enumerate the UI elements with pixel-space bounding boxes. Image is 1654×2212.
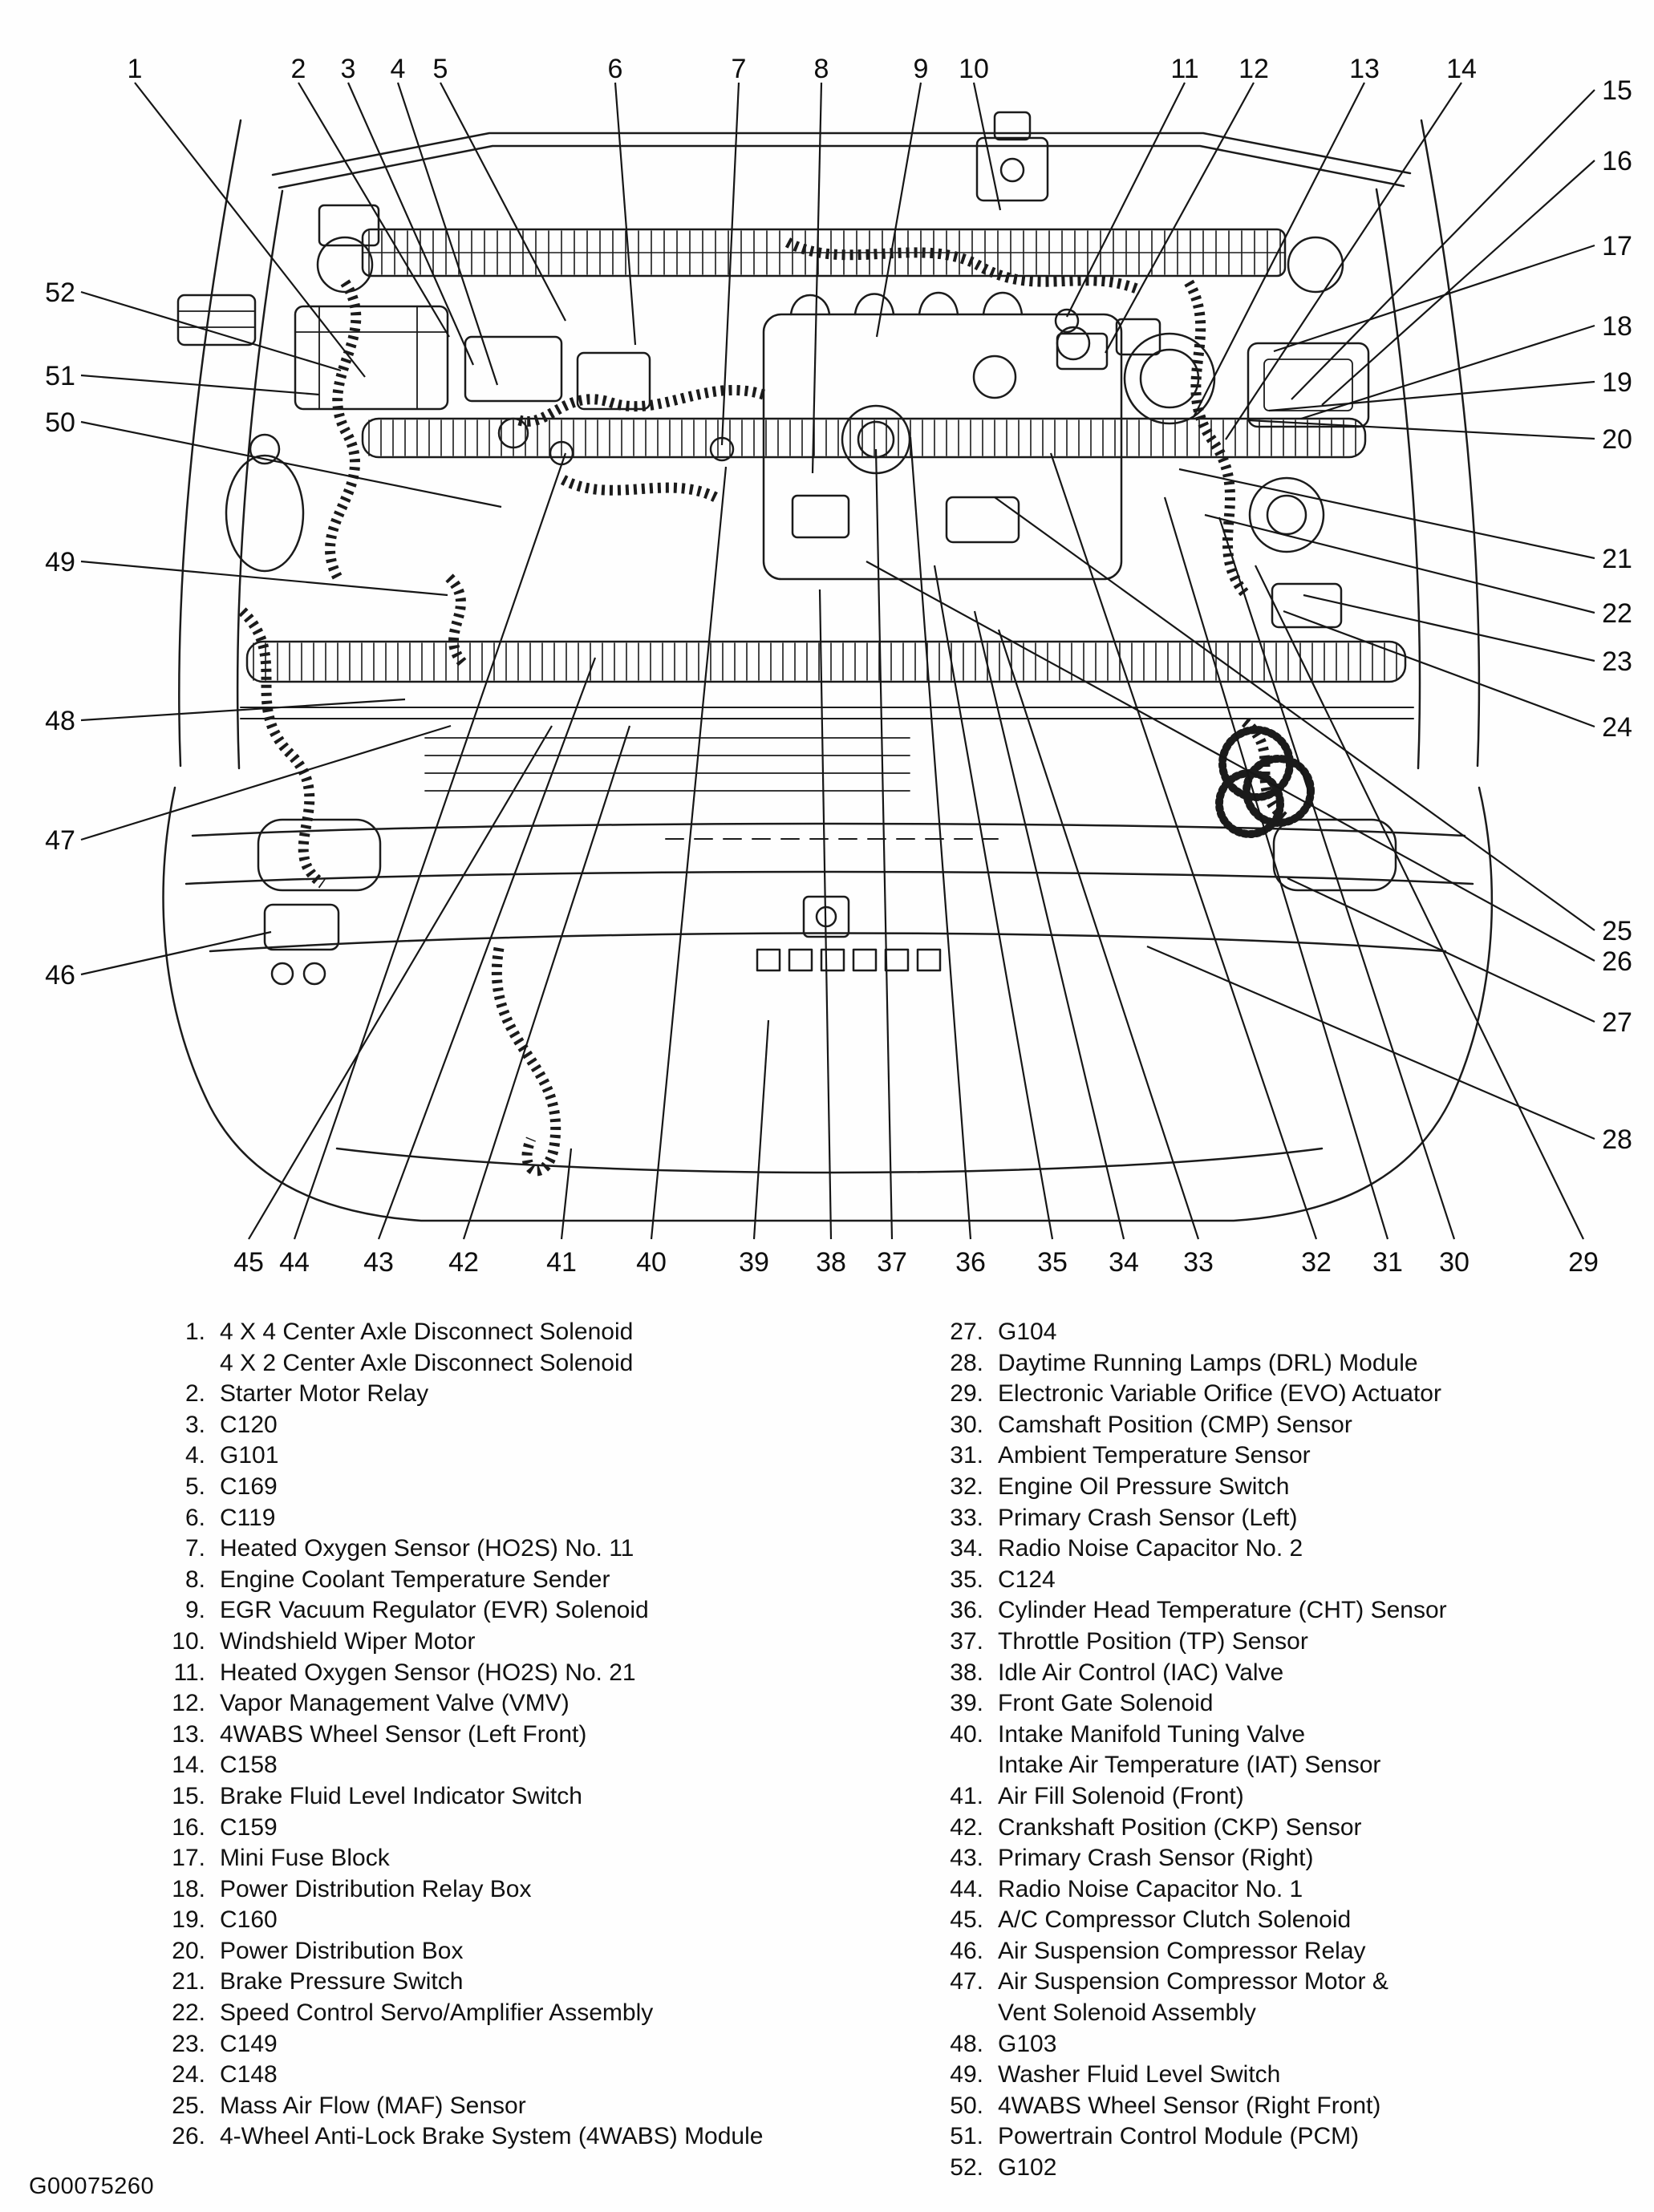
callout-number-11: 11 [1170,54,1199,84]
leader-line-38 [820,589,831,1239]
legend-item-number: 35. [950,1566,983,1593]
legend-item-number: 21. [172,1968,205,1995]
legend-item-label: C148 [220,2061,278,2088]
legend-item-33 [929,1503,1643,1534]
callout-number-34: 34 [1109,1247,1139,1278]
legend-item-7 [151,1533,913,1565]
leader-line-48 [81,699,405,720]
legend-item-18 [151,1874,913,1906]
legend-item-51 [929,2121,1643,2153]
legend-item-4 [151,1440,913,1472]
leader-line-11 [1067,83,1185,317]
leader-line-6 [615,83,635,345]
legend-item-2 [151,1379,913,1410]
legend-item-label: Throttle Position (TP) Sensor [998,1627,1308,1655]
legend-item-label: C158 [220,1752,278,1779]
callout-number-3: 3 [340,54,356,84]
callout-number-27: 27 [1602,1007,1632,1038]
legend-item-number: 52. [950,2154,983,2182]
callout-number-18: 18 [1602,311,1632,342]
legend-item-label: 4WABS Wheel Sensor (Right Front) [998,2092,1381,2119]
legend-item-label: Daytime Running Lamps (DRL) Module [998,1349,1418,1376]
legend-item-label: Heated Oxygen Sensor (HO2S) No. 21 [220,1659,636,1686]
callout-number-28: 28 [1602,1124,1632,1155]
rib-hatch [369,420,1356,456]
legend-item-number: 33. [950,1504,983,1531]
leader-line-49 [81,561,448,595]
legend-item-36 [929,1595,1643,1627]
callout-number-4: 4 [390,54,406,84]
leader-line-3 [348,83,473,365]
callout-number-19: 19 [1602,367,1632,398]
legend-item-number: 4. [184,1442,205,1469]
callout-number-15: 15 [1602,75,1632,106]
legend-item-29 [929,1379,1643,1410]
legend-item-label: 4 X 4 Center Axle Disconnect Solenoid 4 X 2 Center Axle Disconnect Solenoid [220,1319,634,1376]
legend-item-number: 50. [950,2092,983,2119]
legend-item-number: 18. [172,1875,205,1902]
leader-line-32 [1051,453,1316,1239]
legend-item-number: 8. [184,1566,205,1593]
legend-item-52 [929,2153,1643,2184]
legend-item-26 [151,2121,913,2153]
leader-line-2 [298,83,449,337]
washer-bottle [226,456,303,571]
legend-item-number: 5. [184,1473,205,1500]
air-intake-duct [515,390,764,421]
legend-item-label: Front Gate Solenoid [998,1690,1214,1717]
legend-item-25 [151,2091,913,2122]
legend-item-label: Starter Motor Relay [220,1380,429,1408]
legend-item-43 [929,1843,1643,1874]
callout-number-9: 9 [913,54,929,84]
legend-item-label: Power Distribution Box [220,1937,464,1964]
legend-item-number: 23. [172,2030,205,2057]
legend-item-label: Engine Oil Pressure Switch [998,1473,1290,1500]
legend-item-number: 7. [184,1535,205,1562]
legend-item-label: G102 [998,2154,1057,2182]
power-distribution-box [1248,343,1368,427]
legend-item-label: EGR Vacuum Regulator (EVR) Solenoid [220,1597,649,1624]
legend-item-number: 10. [172,1627,205,1655]
legend-item-number: 32. [950,1473,983,1500]
legend-item-9 [151,1595,913,1627]
legend-item-37 [929,1627,1643,1658]
legend-item-number: 1. [184,1319,205,1345]
callout-number-12: 12 [1238,54,1269,84]
leader-line-1 [135,83,365,377]
legend-item-50 [929,2091,1643,2122]
callout-number-46: 46 [45,960,75,991]
callout-number-38: 38 [816,1247,846,1278]
legend-item-number: 45. [950,1906,983,1934]
legend-item-label: G104 [998,1319,1057,1345]
leader-line-23 [1303,595,1595,661]
legend-item-label: Air Fill Solenoid (Front) [998,1782,1244,1809]
leader-line-12 [1105,83,1254,353]
legend-item-label: C149 [220,2030,278,2057]
legend-item-number: 42. [950,1813,983,1841]
leader-line-39 [754,1020,768,1239]
legend-item-28 [929,1348,1643,1379]
leader-line-43 [379,658,595,1239]
legend-item-20 [151,1936,913,1967]
legend-item-number: 37. [950,1627,983,1655]
legend-item-number: 36. [950,1597,983,1624]
legend-item-41 [929,1781,1643,1813]
relay-block [465,337,561,401]
callout-number-36: 36 [955,1247,986,1278]
legend-item-label: Mass Air Flow (MAF) Sensor [220,2092,526,2119]
legend-item-label: Heated Oxygen Sensor (HO2S) No. 11 [220,1535,634,1562]
legend-item-label: A/C Compressor Clutch Solenoid [998,1906,1352,1934]
leader-line-25 [995,497,1595,930]
legend-item-label: C169 [220,1473,278,1500]
legend-item-17 [151,1843,913,1874]
harness-coil [1219,730,1311,834]
callout-number-43: 43 [363,1247,394,1278]
callout-number-39: 39 [739,1247,769,1278]
legend-item-number: 43. [950,1845,983,1872]
legend-item-49 [929,2060,1643,2091]
legend-item-40 [929,1720,1643,1781]
callout-labels [45,54,1632,1278]
leader-line-28 [1147,946,1595,1139]
air-suspension-compressor [265,905,339,950]
legend-item-label: Mini Fuse Block [220,1845,390,1872]
leader-line-24 [1283,611,1595,727]
legend-item-32 [929,1472,1643,1503]
leader-line-21 [1179,469,1595,558]
callout-number-2: 2 [290,54,306,84]
legend-item-label: 4-Wheel Anti-Lock Brake System (4WABS) Module [220,2123,764,2150]
crossmember-lower [247,642,1405,682]
legend-item-label: G101 [220,1442,279,1469]
legend-item-label: Washer Fluid Level Switch [998,2061,1281,2088]
callout-number-49: 49 [45,547,75,577]
leader-line-40 [651,467,726,1239]
legend-item-35 [929,1565,1643,1596]
leader-line-37 [876,449,892,1239]
legend-item-label: Primary Crash Sensor (Right) [998,1845,1314,1872]
callout-number-52: 52 [45,278,75,308]
callout-number-25: 25 [1602,916,1632,946]
leader-line-9 [877,83,921,337]
callout-number-41: 41 [546,1247,577,1278]
pcm [178,295,255,345]
leader-line-47 [81,726,451,840]
legend-item-label: C124 [998,1566,1056,1593]
legend-item-11 [151,1658,913,1689]
legend-item-12 [151,1688,913,1720]
callout-number-23: 23 [1602,646,1632,677]
legend-item-label: G103 [998,2030,1057,2057]
callout-number-21: 21 [1602,544,1632,574]
legend-item-label: Speed Control Servo/Amplifier Assembly [220,1999,654,2027]
leader-line-46 [81,932,271,974]
rib-hatch [253,643,1397,680]
legend-item-48 [929,2029,1643,2060]
legend-item-5 [151,1472,913,1503]
callout-number-22: 22 [1602,598,1632,629]
legend-item-label: Vapor Management Valve (VMV) [220,1690,570,1717]
legend-item-38 [929,1658,1643,1689]
callout-number-6: 6 [607,54,623,84]
legend-item-label: C160 [220,1906,278,1934]
legend-item-label: Brake Pressure Switch [220,1968,464,1995]
legend-item-label: C119 [220,1504,276,1531]
legend-item-27 [929,1317,1643,1348]
leader-line-50 [81,422,501,507]
legend-item-number: 47. [950,1968,983,1995]
legend-item-6 [151,1503,913,1534]
legend-item-10 [151,1627,913,1658]
callout-number-37: 37 [877,1247,907,1278]
legend-column-right [929,1317,1643,2184]
legend-item-number: 24. [172,2061,205,2088]
legend-item-label: Ambient Temperature Sensor [998,1442,1311,1469]
leader-line-41 [561,1149,571,1239]
leader-line-22 [1205,515,1595,613]
legend-item-44 [929,1874,1643,1906]
legend-item-46 [929,1936,1643,1967]
legend-item-number: 28. [950,1349,983,1376]
callout-number-45: 45 [233,1247,264,1278]
legend-item-number: 38. [950,1659,983,1686]
legend-item-label: Electronic Variable Orifice (EVO) Actuator [998,1380,1441,1408]
callout-number-16: 16 [1602,146,1632,176]
leader-line-5 [440,83,566,321]
brake-booster [1057,319,1214,423]
legend-item-label: Primary Crash Sensor (Left) [998,1504,1298,1531]
callout-number-30: 30 [1439,1247,1470,1278]
callout-number-32: 32 [1301,1247,1332,1278]
legend-item-number: 2. [184,1380,205,1408]
callout-number-44: 44 [279,1247,310,1278]
legend-item-16 [151,1813,913,1844]
callout-number-48: 48 [45,706,75,736]
legend-item-label: Cylinder Head Temperature (CHT) Sensor [998,1597,1447,1624]
legend-item-34 [929,1533,1643,1565]
legend-item-label: Radio Noise Capacitor No. 2 [998,1535,1303,1562]
legend-item-30 [929,1410,1643,1441]
legend-item-number: 39. [950,1690,983,1717]
callout-number-42: 42 [448,1247,479,1278]
legend-item-1 [151,1317,913,1379]
legend-item-number: 14. [172,1752,205,1779]
legend-item-label: Radio Noise Capacitor No. 1 [998,1875,1303,1902]
legend-item-number: 3. [184,1411,205,1438]
legend-item-label: Crankshaft Position (CKP) Sensor [998,1813,1362,1841]
legend-item-number: 34. [950,1535,983,1562]
callout-number-35: 35 [1037,1247,1068,1278]
legend-item-24 [151,2060,913,2091]
legend-item-number: 40. [950,1720,983,1748]
legend-item-number: 31. [950,1442,983,1469]
legend-item-label: 4WABS Wheel Sensor (Left Front) [220,1720,587,1748]
legend-item-label: Powertrain Control Module (PCM) [998,2123,1360,2150]
hood-cowl [273,112,1410,276]
leader-line-27 [1287,878,1595,1022]
callout-number-5: 5 [432,54,448,84]
speed-control-servo [1250,478,1324,552]
legend-item-39 [929,1688,1643,1720]
legend-item-number: 13. [172,1720,205,1748]
legend-item-number: 48. [950,2030,983,2057]
legend-item-number: 16. [172,1813,205,1841]
legend-item-number: 41. [950,1782,983,1809]
leader-lines [81,83,1595,1239]
callout-number-8: 8 [813,54,829,84]
legend-item-label: Windshield Wiper Motor [220,1627,476,1655]
legend-item-47 [929,1967,1643,2028]
engine-block [764,293,1121,579]
legend-item-31 [929,1440,1643,1472]
legend-item-number: 6. [184,1504,205,1531]
starter-relay [319,205,379,245]
legend-item-21 [151,1967,913,1998]
legend-item-label: Camshaft Position (CMP) Sensor [998,1411,1352,1438]
legend-item-number: 26. [172,2123,205,2150]
legend-item-13 [151,1720,913,1751]
callout-number-20: 20 [1602,424,1632,455]
leader-line-35 [934,565,1052,1239]
legend-item-45 [929,1905,1643,1936]
legend-item-number: 11. [173,1659,205,1686]
callout-number-17: 17 [1602,231,1632,261]
legend-item-number: 12. [172,1690,205,1717]
leader-line-19 [1269,382,1595,411]
right-shock-tower [1288,237,1343,292]
legend-item-label: Engine Coolant Temperature Sender [220,1566,610,1593]
callout-number-40: 40 [636,1247,667,1278]
legend-item-number: 19. [172,1906,205,1934]
legend-item-number: 51. [950,2123,983,2150]
legend-item-label: Brake Fluid Level Indicator Switch [220,1782,582,1809]
legend-item-number: 17. [172,1845,205,1872]
legend-item-number: 15. [172,1782,205,1809]
legend-item-label: Air Suspension Compressor Relay [998,1937,1366,1964]
legend-item-label: Intake Manifold Tuning Valve Intake Air Temperature (IAT) Sensor [998,1720,1381,1779]
figure-id: G00075260 [29,2174,155,2199]
callout-number-33: 33 [1183,1247,1214,1278]
callout-number-10: 10 [959,54,989,84]
legend-item-number: 30. [950,1411,983,1438]
legend-item-number: 44. [950,1875,983,1902]
legend-item-number: 27. [950,1319,983,1345]
callout-number-14: 14 [1446,54,1477,84]
leader-line-42 [464,726,630,1239]
legend-item-23 [151,2029,913,2060]
callout-number-7: 7 [731,54,747,84]
legend-column-left [151,1317,913,2153]
leader-line-20 [1248,420,1595,439]
legend-item-22 [151,1998,913,2029]
legend-item-15 [151,1781,913,1813]
legend-item-label: Power Distribution Relay Box [220,1875,532,1902]
callout-number-26: 26 [1602,946,1632,977]
legend-item-14 [151,1750,913,1781]
right-components [1248,343,1368,627]
leader-line-45 [249,726,552,1239]
callout-number-13: 13 [1349,54,1380,84]
legend-item-label: Idle Air Control (IAC) Valve [998,1659,1284,1686]
legend-item-number: 22. [172,1999,205,2027]
callout-number-31: 31 [1372,1247,1403,1278]
callout-number-1: 1 [127,54,143,84]
leader-line-8 [813,83,821,473]
legend-item-number: 29. [950,1380,983,1408]
callout-number-24: 24 [1602,712,1632,743]
legend-item-label: C159 [220,1813,278,1841]
legend-item-number: 9. [184,1597,205,1624]
leader-line-26 [866,561,1595,961]
leader-line-17 [1274,245,1595,351]
callout-number-47: 47 [45,825,75,856]
legend-item-label: Air Suspension Compressor Motor & Vent Solenoid Assembly [998,1968,1388,2027]
legend-item-19 [151,1905,913,1936]
callout-number-51: 51 [45,361,75,391]
legend-item-8 [151,1565,913,1596]
callout-number-50: 50 [45,407,75,438]
legend-item-3 [151,1410,913,1441]
legend-item-number: 20. [172,1937,205,1964]
callout-number-29: 29 [1568,1247,1599,1278]
legend-item-number: 46. [950,1937,983,1964]
legend-item-number: 49. [950,2061,983,2088]
legend-item-label: C120 [220,1411,278,1438]
legend-item-42 [929,1813,1643,1844]
legend-item-number: 25. [172,2092,205,2119]
